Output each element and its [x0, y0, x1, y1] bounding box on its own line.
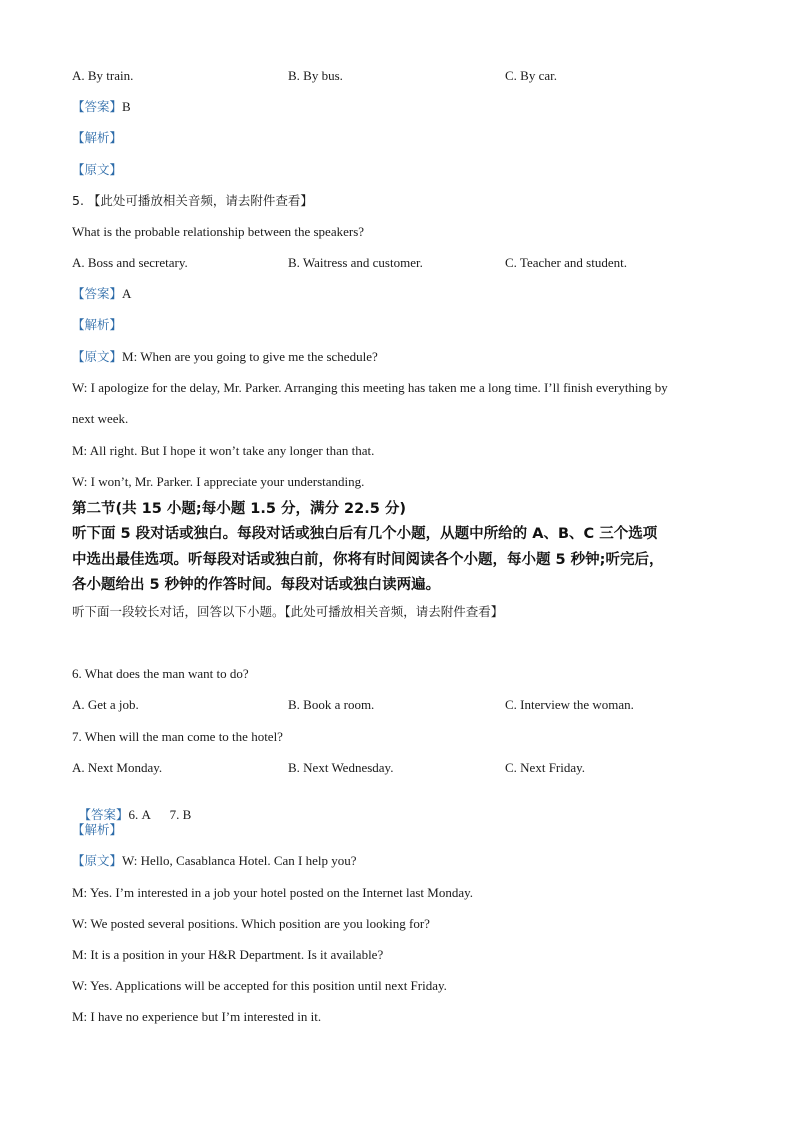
q7-option-a: A. Next Monday. — [72, 760, 163, 775]
q5-option-b: B. Waitress and customer. — [288, 255, 423, 270]
transcript-tag: 【原文】 — [72, 162, 123, 177]
q6-option-a: A. Get a job. — [72, 697, 139, 712]
q67-transcript-line-5: W: Yes. Applications will be accepted for this position until next Friday. — [72, 978, 447, 993]
q4-analysis-line — [72, 130, 122, 146]
q7-option-b: B. Next Wednesday. — [288, 760, 394, 775]
q67-transcript-line — [72, 853, 357, 869]
q4-option-a: A. By train. — [72, 68, 134, 83]
q5-answer: A — [122, 286, 132, 301]
q5-analysis-line — [72, 317, 122, 333]
section-instructions-2: 中选出最佳选项。听每段对话或独白前，你将有时间阅读各个小题，每小题 5 秒钟;听完后， — [72, 552, 664, 568]
section-instructions-1: 听下面 5 段对话或独白。每段对话或独白后有几个小题，从题中所给的 A、B、C 三个选项 — [72, 526, 658, 542]
q5-option-c: C. Teacher and student. — [505, 255, 627, 270]
q67-transcript-line-3: W: We posted several positions. Which position are you looking for? — [72, 916, 430, 931]
section-audio-prompt: 听下面一段较长对话，回答以下小题。【此处可播放相关音频，请去附件查看】 — [72, 604, 504, 619]
q7-question: 7. When will the man come to the hotel? — [72, 729, 283, 744]
q4-transcript-line — [72, 162, 122, 178]
q5-audio-prompt: 5. 【此处可播放相关音频，请去附件查看】 — [72, 193, 313, 208]
q67-analysis-line — [72, 822, 122, 838]
q7-option-c: C. Next Friday. — [505, 760, 586, 775]
q4-option-b: B. By bus. — [288, 68, 343, 83]
analysis-tag: 【解析】 — [72, 822, 123, 837]
q67-answer-line — [72, 791, 191, 823]
q5-question: What is the probable relationship between the speakers? — [72, 224, 365, 239]
section-heading: 第二节(共 15 小题;每小题 1.5 分，满分 22.5 分) — [72, 501, 406, 517]
q5-option-a: A. Boss and secretary. — [72, 255, 188, 270]
transcript-tag: 【原文】 — [72, 853, 123, 868]
q5-answer-line — [72, 286, 131, 302]
answer-tag: 【答案】 — [72, 286, 123, 301]
analysis-tag: 【解析】 — [72, 317, 123, 332]
q5-transcript-line-5: W: I won’t, Mr. Parker. I appreciate your understanding. — [72, 474, 365, 489]
q6-option-c: C. Interview the woman. — [505, 697, 634, 712]
transcript-tag: 【原文】 — [72, 349, 123, 364]
q4-answer-line — [72, 99, 131, 115]
q5-transcript-line-2: W: I apologize for the delay, Mr. Parker. Arranging this meeting has taken me a long time. I’ll finish everything by — [72, 380, 668, 395]
q6-option-b: B. Book a room. — [288, 697, 375, 712]
q6-question: 6. What does the man want to do? — [72, 666, 249, 681]
q4-option-c: C. By car. — [505, 68, 557, 83]
q5-transcript-line — [72, 349, 378, 365]
q67-transcript-line-1: W: Hello, Casablanca Hotel. Can I help you? — [122, 853, 357, 868]
q4-answer: B — [122, 99, 131, 114]
q5-transcript-line-4: M: All right. But I hope it won’t take any longer than that. — [72, 443, 375, 458]
q5-transcript-line-3: next week. — [72, 411, 129, 426]
section-instructions-3: 各小题给出 5 秒钟的作答时间。每段对话或独白读两遍。 — [72, 577, 441, 593]
q67-transcript-line-2: M: Yes. I’m interested in a job your hotel posted on the Internet last Monday. — [72, 885, 474, 900]
q67-answer: 6. A 7. B — [128, 807, 192, 822]
q5-transcript-line-1: M: When are you going to give me the schedule? — [122, 349, 378, 364]
analysis-tag: 【解析】 — [72, 130, 123, 145]
q67-transcript-line-4: M: It is a position in your H&R Department. Is it available? — [72, 947, 384, 962]
answer-tag: 【答案】 — [72, 99, 123, 114]
q67-transcript-line-6: M: I have no experience but I’m interested in it. — [72, 1009, 322, 1024]
answer-tag: 【答案】 — [78, 807, 129, 822]
